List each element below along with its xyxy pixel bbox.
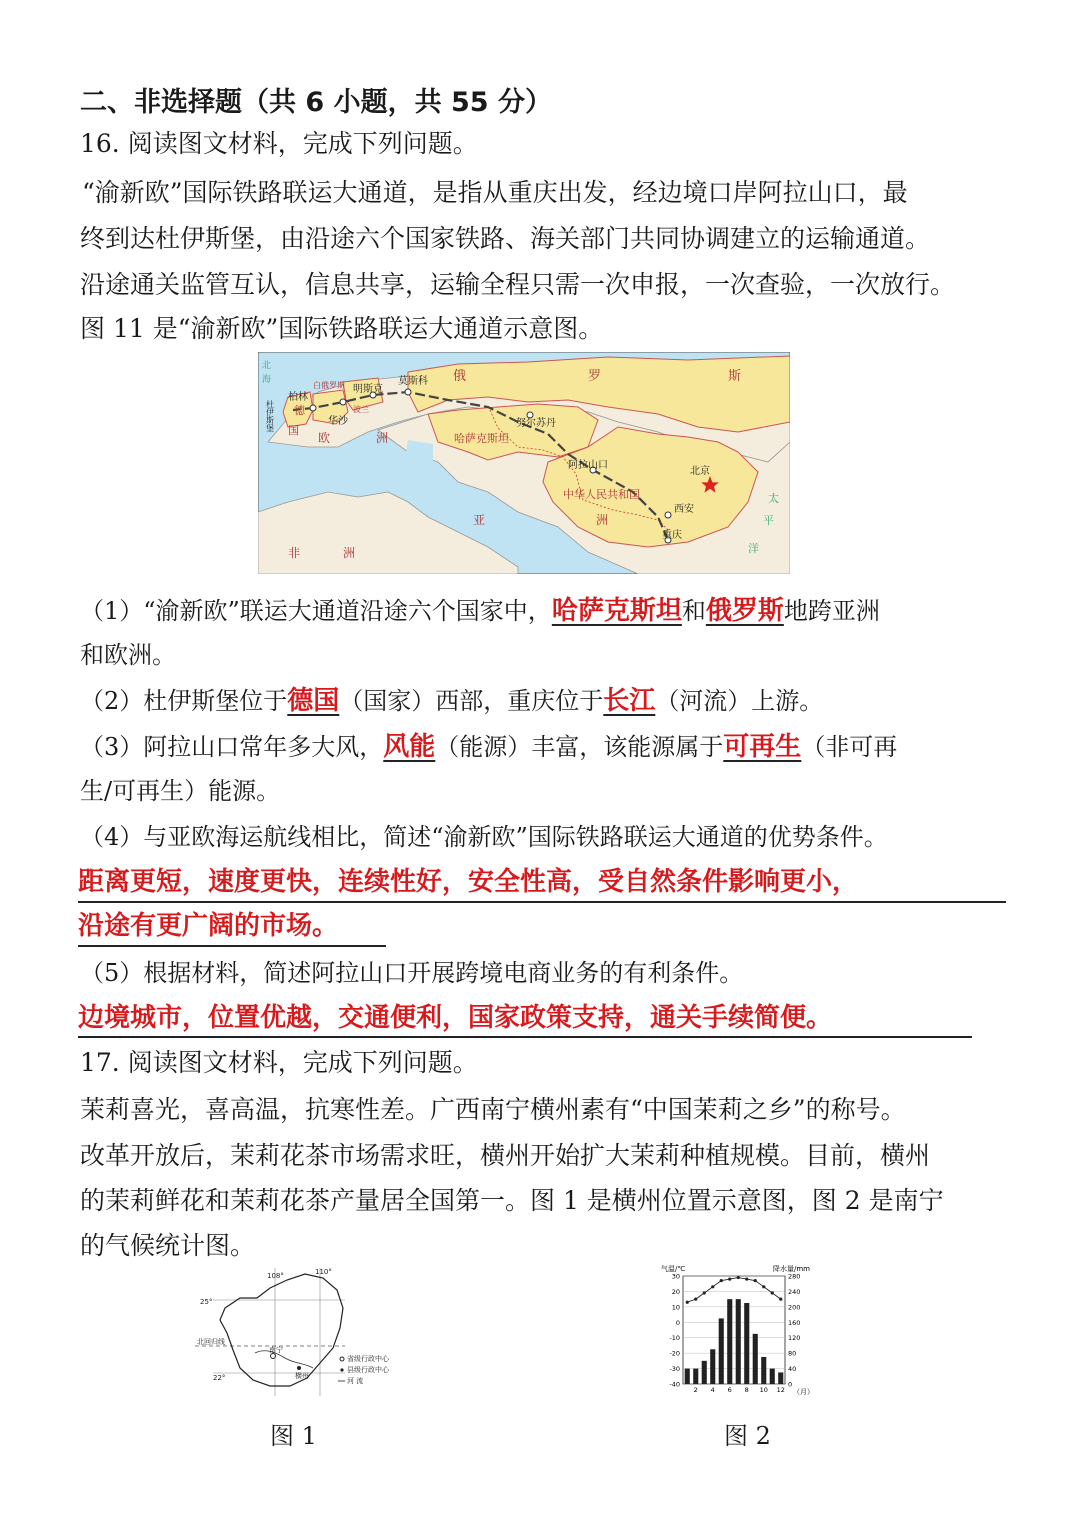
q16-sub1 [80,594,880,628]
climate-right-tick: 0 [788,1380,793,1389]
map-label-china: 中华人民共和国 [563,488,640,501]
answer-underline [78,1036,972,1038]
climate-temp-point [694,1298,697,1301]
climate-temp-point [745,1277,748,1280]
climate-left-tick: 0 [675,1318,680,1327]
climate-precip-bar [702,1361,707,1384]
climate-temp-point [762,1285,765,1288]
climate-right-tick: 80 [788,1349,797,1358]
map-label-asia: 亚 [473,513,486,527]
fig1-tropic: 北回归线 [197,1338,225,1346]
climate-temp-point [720,1279,723,1282]
map-label-russia: 斯 [728,369,742,384]
map-label-asia: 洲 [596,513,609,527]
climate-x-tick: 8 [744,1386,749,1394]
fig1-legend3: 河 流 [347,1377,364,1385]
q16-para-line: “渝新欧”国际铁路联运大通道，是指从重庆出发，经边境口岸阿拉山口，最 [82,178,908,207]
q16-sub4-answer: 距离更短，速度更快，连续性好，安全性高，受自然条件影响更小， [78,867,859,897]
sub1-post: 地跨亚洲 [783,597,880,625]
map-label-warsaw: 华沙 [328,416,348,427]
map-label-chongqing: 重庆 [662,530,682,541]
sub3-pre: （3）阿拉山口常年多大风， [80,733,384,761]
map-label-africa: 非 [288,546,301,560]
answer-underline [78,945,386,947]
fig1-hengzhou: 横州 [295,1372,309,1380]
answer-wind-energy: 风能 [383,732,436,762]
climate-temp-point [703,1291,706,1294]
climate-left-tick: 10 [671,1303,680,1312]
map-label-minsk: 明斯克 [353,384,383,395]
map-label-xian: 西安 [674,504,694,515]
answer-renewable: 可再生 [723,732,802,762]
map-label-berlin: 柏林 [288,392,308,403]
climate-left-tick: -20 [669,1349,680,1358]
q17-para-line: 的茉莉鲜花和茉莉花茶产量居全国第一。图 1 是横州位置示意图，图 2 是南宁 [80,1186,944,1215]
q16-sub5: （5）根据材料，简述阿拉山口开展跨境电商业务的有利条件。 [80,959,744,987]
answer-germany: 德国 [287,686,340,716]
climate-precip-bar [744,1303,749,1384]
answer-yangtze: 长江 [603,686,656,716]
climate-precip-bar [778,1372,783,1384]
climate-x-tick: 4 [710,1386,715,1394]
q16-sub4-answer: 沿途有更广阔的市场。 [78,911,339,941]
fig1-legend1: 省级行政中心 [347,1355,389,1363]
climate-left-tick: -40 [669,1380,680,1389]
climate-left-tick: 30 [671,1272,680,1281]
map-label-duisburg: 杜伊斯堡 [265,400,275,432]
climate-temp-point [737,1276,740,1279]
map-label-moscow: 莫斯科 [398,376,428,387]
fig1-nanning: 南宁 [269,1346,283,1354]
climate-precip-bar [693,1369,698,1384]
climate-precip-bar [753,1334,758,1384]
map-label-beijing: 北京 [690,466,710,477]
climate-temp-point [779,1298,782,1301]
climate-left-tick: -30 [669,1365,680,1374]
sub1-mid: 和 [681,597,706,625]
map-label-north-sea: 海 [262,375,272,385]
q16-sub2 [80,684,823,718]
climate-month-unit: （月） [793,1388,814,1396]
climate-precip-bar [736,1299,741,1384]
map-label-country: 国 [288,424,299,437]
map-label-europe: 洲 [376,431,389,445]
climate-x-tick: 2 [693,1386,698,1394]
fig1-lon2: 110° [315,1268,332,1276]
climate-precip-label: 降水量/mm [773,1265,810,1273]
q16-sub1-line2: 和欧洲。 [80,641,176,669]
climate-precip-bar [761,1357,766,1384]
answer-underline [78,901,1006,903]
fig1-legend2: 县级行政中心 [347,1366,389,1374]
q16-sub4: （4）与亚欧海运航线相比，简述“渝新欧”国际铁路联运大通道的优势条件。 [80,823,888,851]
climate-plot-frame [683,1276,785,1384]
map-label-alashankou: 阿拉山口 [568,460,608,471]
q16-para-line: 图 11 是“渝新欧”国际铁路联运大通道示意图。 [80,314,604,343]
fig1-caption: 图 1 [270,1422,317,1450]
sub3-post: （非可再 [801,733,898,761]
sub3-mid: （能源）丰富，该能源属于 [435,733,724,761]
climate-x-tick: 6 [727,1386,732,1394]
climate-temp-line [687,1278,781,1303]
climate-right-tick: 240 [788,1287,801,1296]
map-label-europe: 欧 [318,431,331,445]
fig1-lat1: 25° [200,1298,213,1306]
sub2-mid: （国家）西部，重庆位于 [339,687,604,715]
map-label-africa: 洲 [343,546,356,560]
map-label-russia: 俄 [453,369,467,384]
map-label-pacific: 平 [763,514,774,527]
climate-right-tick: 40 [788,1365,797,1374]
map-label-germany: 德 [294,404,305,417]
climate-temp-point [754,1279,757,1282]
climate-left-tick: -10 [669,1334,680,1343]
fig1-lon1: 108° [267,1272,284,1280]
route-map [258,352,790,574]
answer-russia: 俄罗斯 [705,596,784,626]
fig2-caption: 图 2 [724,1422,771,1450]
climate-x-tick: 12 [776,1386,785,1394]
fig1-lat2: 22° [213,1374,226,1382]
climate-precip-bar [719,1318,724,1384]
q17-para-line: 茉莉喜光，喜高温，抗寒性差。广西南宁横州素有“中国茉莉之乡”的称号。 [80,1095,906,1124]
climate-chart [655,1262,830,1402]
q16-sub3-line2: 生/可再生）能源。 [80,777,281,805]
map-label-belarus: 白俄罗斯 [313,381,345,390]
map-label-north-sea: 北 [262,361,272,371]
climate-temp-point [711,1285,714,1288]
map-label-pacific: 洋 [748,542,759,555]
climate-left-tick: 20 [671,1287,680,1296]
section-title: 二、非选择题（共 6 小题，共 55 分） [80,87,552,118]
q16-sub3 [80,730,897,764]
sub2-post: （河流）上游。 [655,687,824,715]
climate-temp-point [771,1291,774,1294]
q16-heading: 16. 阅读图文材料，完成下列问题。 [80,129,478,158]
q16-para-line: 沿途通关监管互认，信息共享，运输全程只需一次申报，一次查验，一次放行。 [80,270,956,299]
climate-precip-bar [710,1349,715,1384]
answer-kazakhstan: 哈萨克斯坦 [551,596,682,626]
q17-para-line: 改革开放后，茉莉花茶市场需求旺，横州开始扩大茉莉种植规模。目前，横州 [80,1141,931,1170]
climate-temp-label: 气温/℃ [661,1265,686,1273]
sub1-pre: （1）“渝新欧”联运大通道沿途六个国家中， [80,597,552,625]
climate-right-tick: 120 [788,1334,801,1343]
q16-para-line: 终到达杜伊斯堡，由沿途六个国家铁路、海关部门共同协调建立的运输通道。 [80,224,931,253]
q17-para-line: 的气候统计图。 [80,1231,256,1260]
climate-right-tick: 280 [788,1272,801,1281]
climate-right-tick: 200 [788,1303,801,1312]
q16-sub5-answer: 边境城市，位置优越，交通便利，国家政策支持，通关手续简便。 [78,1003,833,1033]
map-label-astana: 努尔苏丹 [516,418,556,429]
map-label-poland: 波兰 [353,405,369,414]
sub2-pre: （2）杜伊斯堡位于 [80,687,288,715]
map-label-russia: 罗 [588,369,602,384]
climate-precip-bar [727,1299,732,1384]
climate-x-tick: 10 [759,1386,768,1394]
map-label-pacific: 太 [768,492,779,505]
climate-precip-bar [770,1369,775,1384]
climate-precip-bar [685,1369,690,1384]
climate-temp-point [686,1301,689,1304]
q17-heading: 17. 阅读图文材料，完成下列问题。 [80,1048,478,1077]
climate-right-tick: 160 [788,1318,801,1327]
map-label-kazakhstan: 哈萨克斯坦 [454,432,509,445]
climate-temp-point [728,1277,731,1280]
hengzhou-location-map [195,1268,415,1396]
